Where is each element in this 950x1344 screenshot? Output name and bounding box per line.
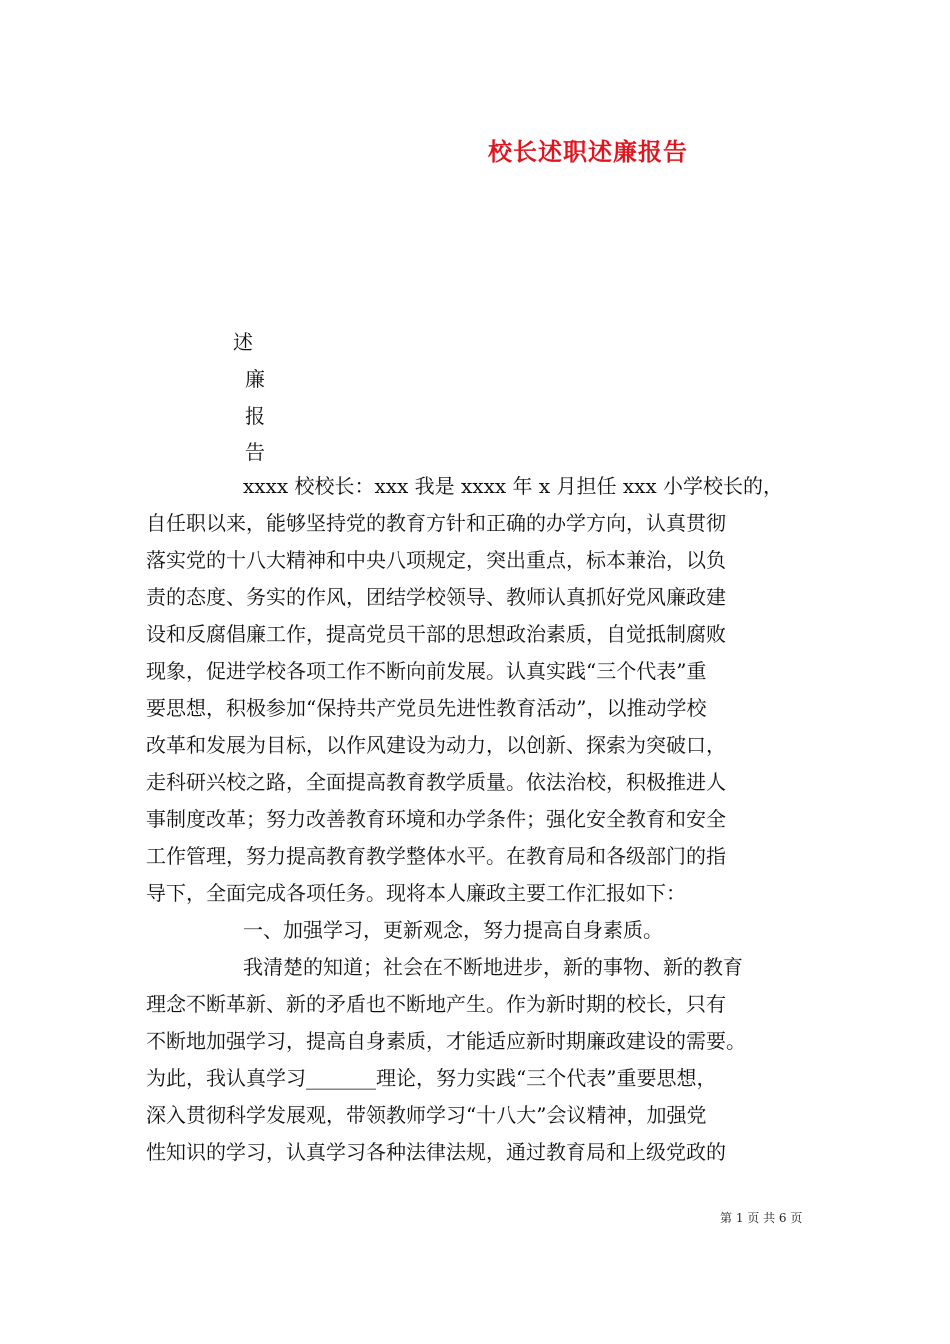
document-title: 校长述职述廉报告 <box>488 137 688 166</box>
body-line: 事制度改革；努力改善教育环境和办学条件；强化安全教育和安全 <box>146 807 726 831</box>
body-line: 不断地加强学习，提高自身素质，才能适应新时期廉政建设的需要。 <box>146 1029 746 1053</box>
vertical-heading-char: 报 <box>245 404 265 428</box>
body-line: 现象，促进学校各项工作不断向前发展。认真实践“三个代表”重 <box>146 659 707 683</box>
body-line: 为此，我认真学习_______理论，努力实践“三个代表”重要思想， <box>146 1066 717 1090</box>
body-line: 理念不断革新、新的矛盾也不断地产生。作为新时期的校长，只有 <box>146 992 726 1016</box>
body-line: 走科研兴校之路，全面提高教育教学质量。依法治校，积极推进人 <box>146 770 726 794</box>
body-line: 导下，全面完成各项任务。现将本人廉政主要工作汇报如下： <box>146 881 686 905</box>
section-heading: 一、加强学习，更新观念，努力提高自身素质。 <box>243 918 663 942</box>
body-line: 落实党的十八大精神和中央八项规定，突出重点，标本兼治，以负 <box>146 548 726 572</box>
page-number-footer: 第 1 页 共 6 页 <box>720 1211 803 1225</box>
body-line: 深入贯彻科学发展观，带领教师学习“十八大”会议精神，加强党 <box>146 1103 707 1127</box>
body-text <box>146 468 818 1171</box>
vertical-heading-char: 廉 <box>245 367 265 391</box>
vertical-heading-char: 告 <box>245 440 265 464</box>
body-line: 性知识的学习，认真学习各种法律法规，通过教育局和上级党政的 <box>146 1140 726 1164</box>
body-line: 改革和发展为目标，以作风建设为动力，以创新、探索为突破口， <box>146 733 726 757</box>
body-line: 要思想，积极参加“保持共产党员先进性教育活动”，以推动学校 <box>146 696 707 720</box>
body-line: 设和反腐倡廉工作，提高党员干部的思想政治素质，自觉抵制腐败 <box>146 622 726 646</box>
body-line: xxxx 校校长：xxx 我是 xxxx 年 x 月担任 xxx 小学校长的， <box>243 474 784 498</box>
body-line: 责的态度、务实的作风，团结学校领导、教师认真抓好党风廉政建 <box>146 585 726 609</box>
vertical-heading-char: 述 <box>233 330 253 354</box>
body-line: 工作管理，努力提高教育教学整体水平。在教育局和各级部门的指 <box>146 844 726 868</box>
body-line: 我清楚的知道；社会在不断地进步，新的事物、新的教育 <box>243 955 743 979</box>
body-line: 自任职以来，能够坚持党的教育方针和正确的办学方向，认真贯彻 <box>146 511 726 535</box>
